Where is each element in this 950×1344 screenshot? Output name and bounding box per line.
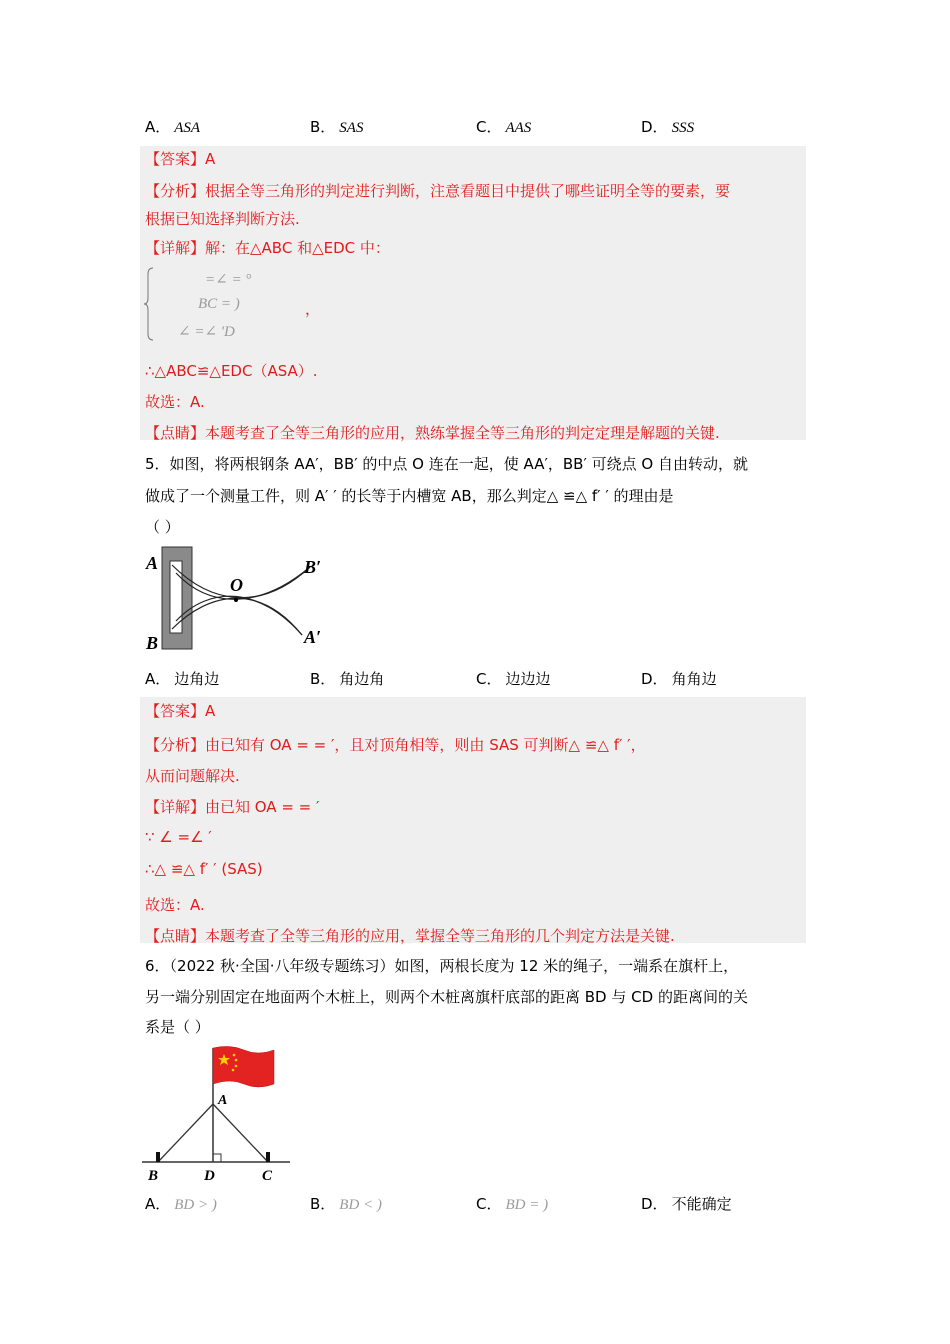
option-value: BD < ): [339, 1197, 382, 1213]
option-value: SAS: [339, 120, 364, 136]
fig-label-b-prime: B′: [304, 557, 322, 577]
q4-system-line1: =∠ = °: [205, 272, 252, 288]
q5-answer: 【答案】A: [145, 702, 216, 720]
q6-option-c: [476, 1193, 548, 1214]
q5-analysis-line1: 【分析】由已知有 OA = = ′，且对顶角相等，则由 SAS 可判断△ ≌△ f′ ′，: [145, 736, 646, 754]
q4-system-line3: ∠ =∠ 'D: [178, 324, 235, 340]
fig-label-a: A: [146, 553, 159, 573]
q5-therefore: ∴△ ≌△ f′ ′ (SAS): [145, 860, 263, 878]
option-label: B．: [310, 1195, 336, 1213]
option-value: AAS: [505, 120, 532, 136]
option-value: 边边边: [505, 670, 551, 688]
q6-stem-line3: 系是（ ）: [145, 1018, 210, 1036]
fig-label-c: C: [262, 1168, 273, 1184]
q4-comment: 【点睛】本题考查了全等三角形的应用，熟练掌握全等三角形的判定定理是解题的关键.: [145, 424, 720, 442]
option-value: 不能确定: [671, 1195, 732, 1213]
q4-option-d: [641, 116, 694, 137]
option-label: C．: [476, 1195, 502, 1213]
q5-choice: 故选：A.: [145, 896, 205, 914]
option-value: 边角边: [174, 670, 220, 688]
fig-label-b: B: [146, 633, 159, 653]
option-value: 角角边: [671, 670, 717, 688]
fig-label-a: A: [218, 1093, 228, 1108]
q6-flagpole-figure: [140, 1042, 300, 1184]
q5-stem-line1: 5．如图，将两根钢条 AA′，BB′ 的中点 O 连在一起，使 AA′，BB′ 可绕点 O 自由转动，就: [145, 455, 748, 473]
fig-label-o: O: [230, 575, 243, 595]
q4-system-line2: BC = ): [198, 296, 240, 312]
q4-answer: 【答案】A: [145, 150, 216, 168]
option-label: A．: [145, 670, 171, 688]
q4-conclusion: ∴△ABC≌△EDC（ASA）.: [145, 362, 318, 380]
q4-option-c: [476, 116, 531, 137]
q4-option-b: [310, 116, 363, 137]
q5-because: ∵ ∠ =∠ ′: [145, 828, 212, 846]
q5-option-d: [641, 668, 717, 689]
option-label: C．: [476, 670, 502, 688]
q5-option-b: [310, 668, 384, 689]
option-label: D．: [641, 670, 668, 688]
left-brace-icon: [143, 266, 157, 342]
q6-option-a: [145, 1193, 217, 1214]
q5-stem-line2: 做成了一个测量工件，则 A′ ′ 的长等于内槽宽 AB，那么判定△ ≌△ f′ ′ 的理由是: [145, 487, 674, 505]
option-value: SSS: [671, 120, 695, 136]
option-value: ASA: [174, 120, 201, 136]
q5-analysis-line2: 从而问题解决.: [145, 767, 240, 785]
option-label: D．: [641, 118, 668, 136]
q4-analysis-line2: 根据已知选择判断方法.: [145, 210, 300, 228]
q4-system-comma: ，: [305, 300, 321, 318]
option-label: B．: [310, 118, 336, 136]
flag-icon: [213, 1046, 274, 1087]
option-value: 角边角: [339, 670, 385, 688]
q4-option-a: [145, 116, 200, 137]
option-label: A．: [145, 1195, 171, 1213]
fig-label-a-prime: A′: [304, 627, 322, 647]
q5-option-c: [476, 668, 551, 689]
q5-option-a: [145, 668, 219, 689]
q6-option-b: [310, 1193, 382, 1214]
q6-option-d: [641, 1193, 732, 1214]
fig-label-d: D: [204, 1168, 215, 1184]
option-label: A．: [145, 118, 171, 136]
q5-comment: 【点睛】本题考查了全等三角形的应用，掌握全等三角形的几个判定方法是关键.: [145, 927, 675, 945]
option-label: B．: [310, 670, 336, 688]
option-value: BD = ): [505, 1197, 549, 1213]
q5-detail: 【详解】由已知 OA = = ′: [145, 798, 320, 816]
fig-label-b: B: [148, 1168, 159, 1184]
q4-detail: 【详解】解：在△ABC 和△EDC 中：: [145, 239, 390, 257]
q4-analysis-line1: 【分析】根据全等三角形的判定进行判断，注意看题目中提供了哪些证明全等的要素，要: [145, 182, 731, 200]
option-label: C．: [476, 118, 502, 136]
option-value: BD > ): [174, 1197, 217, 1213]
option-label: D．: [641, 1195, 668, 1213]
q6-stem-line1: 6．（2022 秋·全国·八年级专题练习）如图，两根长度为 12 米的绳子，一端系在旗杆上，: [145, 957, 739, 975]
q4-choice: 故选：A.: [145, 393, 205, 411]
q5-stem-line3: （ ）: [145, 518, 180, 536]
q5-measuring-tool-figure: [140, 543, 340, 655]
q6-stem-line2: 另一端分别固定在地面两个木桩上，则两个木桩离旗杆底部的距离 BD 与 CD 的距离间的关: [145, 988, 748, 1006]
